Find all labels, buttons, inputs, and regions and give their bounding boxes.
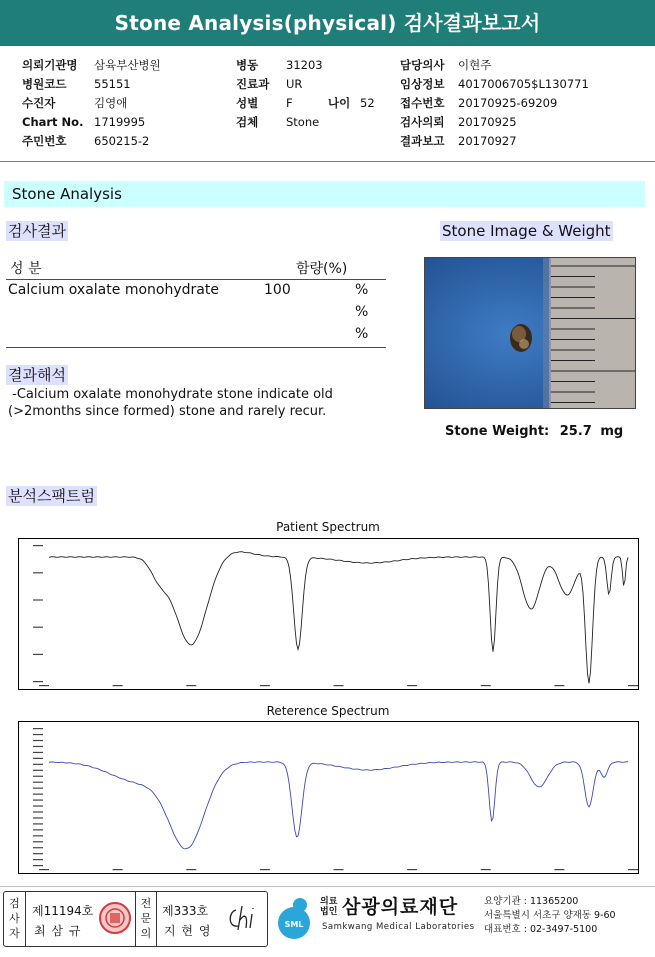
axis-tick: [33, 865, 43, 866]
tester-name: 최 삼 규: [34, 924, 82, 938]
info-row: 결과보고 20170927: [400, 134, 517, 148]
axis-tick: [554, 869, 564, 870]
result-table: [6, 254, 386, 350]
info-row: 병원코드 55151: [22, 77, 131, 91]
patient-spectrum-title: Patient Spectrum: [276, 520, 380, 534]
footer-divider: [0, 886, 655, 887]
table-cell-unit: %: [355, 326, 369, 342]
divider: [0, 161, 655, 162]
info-col-3: [400, 56, 589, 151]
axis-tick: [260, 685, 270, 686]
reference-spectrum-line: [49, 762, 628, 849]
axis-tick: [33, 847, 43, 848]
info-col-1: [22, 56, 161, 151]
tester-seal-stamp: [98, 901, 132, 935]
axis-tick: [33, 728, 43, 729]
axis-tick: [33, 758, 43, 759]
info-row: 진료과 UR: [236, 77, 303, 91]
org-name-en: Samkwang Medical Laboratories: [322, 922, 475, 932]
axis-tick: [113, 869, 123, 870]
axis-tick: [33, 799, 43, 800]
org-code: 요양기관 : 11365200: [484, 896, 579, 907]
info-row: 접수번호 20170925-69209: [400, 96, 558, 110]
info-row: 담당의사 이현주: [400, 58, 492, 72]
org-contact: [484, 895, 616, 937]
axis-tick: [33, 817, 43, 818]
info-row: 주민번호 650215-2: [22, 134, 150, 148]
info-row: 검체 Stone: [236, 115, 320, 129]
org-phone: 대표번호 : 02-3497-5100: [484, 924, 598, 935]
axis-tick: [334, 685, 344, 686]
axis-tick: [33, 572, 43, 573]
info-row: Chart No. 1719995: [22, 115, 146, 129]
specialist-signature: [224, 900, 264, 936]
reference-spectrum-svg: [19, 722, 638, 873]
axis-tick: [33, 853, 43, 854]
signature-box: [3, 891, 268, 947]
spectrum-heading: 분석스팩트럼: [8, 487, 95, 505]
column-header-content: 함량(%): [296, 261, 348, 277]
axis-tick: [33, 782, 43, 783]
axis-tick: [33, 654, 43, 655]
axis-tick: [481, 869, 491, 870]
stone-photo: [425, 258, 636, 409]
axis-tick: [33, 794, 43, 795]
info-row: 성별 F 나이 52: [236, 96, 375, 110]
specialist-vertical-label: [135, 892, 157, 946]
table-cell-name: Calcium oxalate monohydrate: [8, 282, 219, 298]
sml-logo: [272, 893, 316, 943]
axis-tick: [628, 685, 638, 686]
patient-spectrum-svg: [19, 539, 638, 689]
tester-label-char: 검사자: [9, 897, 20, 940]
specialist-label-char: 전문의: [140, 897, 152, 940]
axis-tick: [33, 599, 43, 600]
patient-info-block: [0, 46, 655, 158]
reference-spectrum-chart: [18, 721, 639, 874]
axis-tick: [33, 776, 43, 777]
stone-weight: [445, 424, 623, 439]
logo-text: SML: [284, 920, 304, 929]
axis-tick: [33, 788, 43, 789]
axis-tick: [554, 685, 564, 686]
patient-spectrum-chart: [18, 538, 639, 690]
axis-tick: [407, 869, 417, 870]
result-heading: 검사결과: [8, 222, 66, 240]
axis-tick: [481, 685, 491, 686]
tester-vertical-label: [4, 892, 26, 946]
interpretation-line-2: (>2months since formed) stone and rarely recur.: [8, 404, 327, 419]
table-bottom-line: [6, 347, 386, 348]
axis-tick: [260, 869, 270, 870]
axis-tick: [33, 859, 43, 860]
axis-tick: [33, 752, 43, 753]
axis-tick: [33, 734, 43, 735]
interpretation-heading: 결과해석: [8, 366, 66, 384]
weight-label: Stone Weight:: [445, 424, 550, 439]
axis-tick: [39, 685, 49, 686]
axis-tick: [334, 869, 344, 870]
column-header-component: 성 분: [10, 261, 42, 277]
axis-tick: [186, 869, 196, 870]
axis-tick: [33, 829, 43, 830]
info-row: 병동 31203: [236, 58, 323, 72]
axis-tick: [33, 835, 43, 836]
axis-tick: [33, 746, 43, 747]
axis-tick: [39, 869, 49, 870]
axis-tick: [33, 545, 43, 546]
axis-tick: [33, 811, 43, 812]
axis-tick: [33, 805, 43, 806]
weight-unit: mg: [600, 424, 624, 439]
interpretation-line-1: -Calcium oxalate monohydrate stone indicate old: [8, 387, 333, 402]
axis-tick: [33, 627, 43, 628]
axis-tick: [33, 823, 43, 824]
axis-tick: [407, 685, 417, 686]
table-cell-value: 100: [264, 282, 291, 298]
tester-license-no: 제11194호: [32, 904, 94, 918]
table-header-line: [6, 279, 386, 280]
axis-tick: [113, 685, 123, 686]
table-cell-unit: %: [355, 304, 369, 320]
info-row: 검사의뢰 20170925: [400, 115, 517, 129]
specialist-name: 지 현 영: [164, 924, 212, 938]
axis-tick: [33, 681, 43, 682]
stone-image: [424, 257, 636, 409]
info-row: 수진자 김영애: [22, 96, 128, 110]
section-title: Stone Analysis: [4, 181, 645, 207]
info-row: 의뢰기관명 삼육부산병원: [22, 58, 161, 72]
patient-spectrum-line: [49, 552, 628, 684]
axis-tick: [33, 764, 43, 765]
reference-spectrum-title: Reterence Spectrum: [266, 704, 390, 718]
org-name-ko: 삼광의료재단: [342, 896, 459, 918]
corp-label: 의료 법인: [320, 897, 338, 917]
axis-tick: [186, 685, 196, 686]
org-address: 서울특별시 서초구 양재동 9-60: [484, 910, 616, 921]
axis-tick: [628, 869, 638, 870]
axis-tick: [33, 841, 43, 842]
image-heading: Stone Image & Weight: [442, 222, 611, 240]
axis-tick: [33, 770, 43, 771]
weight-value: 25.7: [559, 424, 592, 439]
specialist-license-no: 제333호: [162, 904, 209, 918]
axis-tick: [33, 740, 43, 741]
table-cell-unit: %: [355, 282, 369, 298]
info-row: 임상정보 4017006705$L130771: [400, 77, 589, 91]
report-title: Stone Analysis(physical) 검사결과보고서: [0, 0, 655, 46]
info-col-2: [236, 56, 375, 132]
